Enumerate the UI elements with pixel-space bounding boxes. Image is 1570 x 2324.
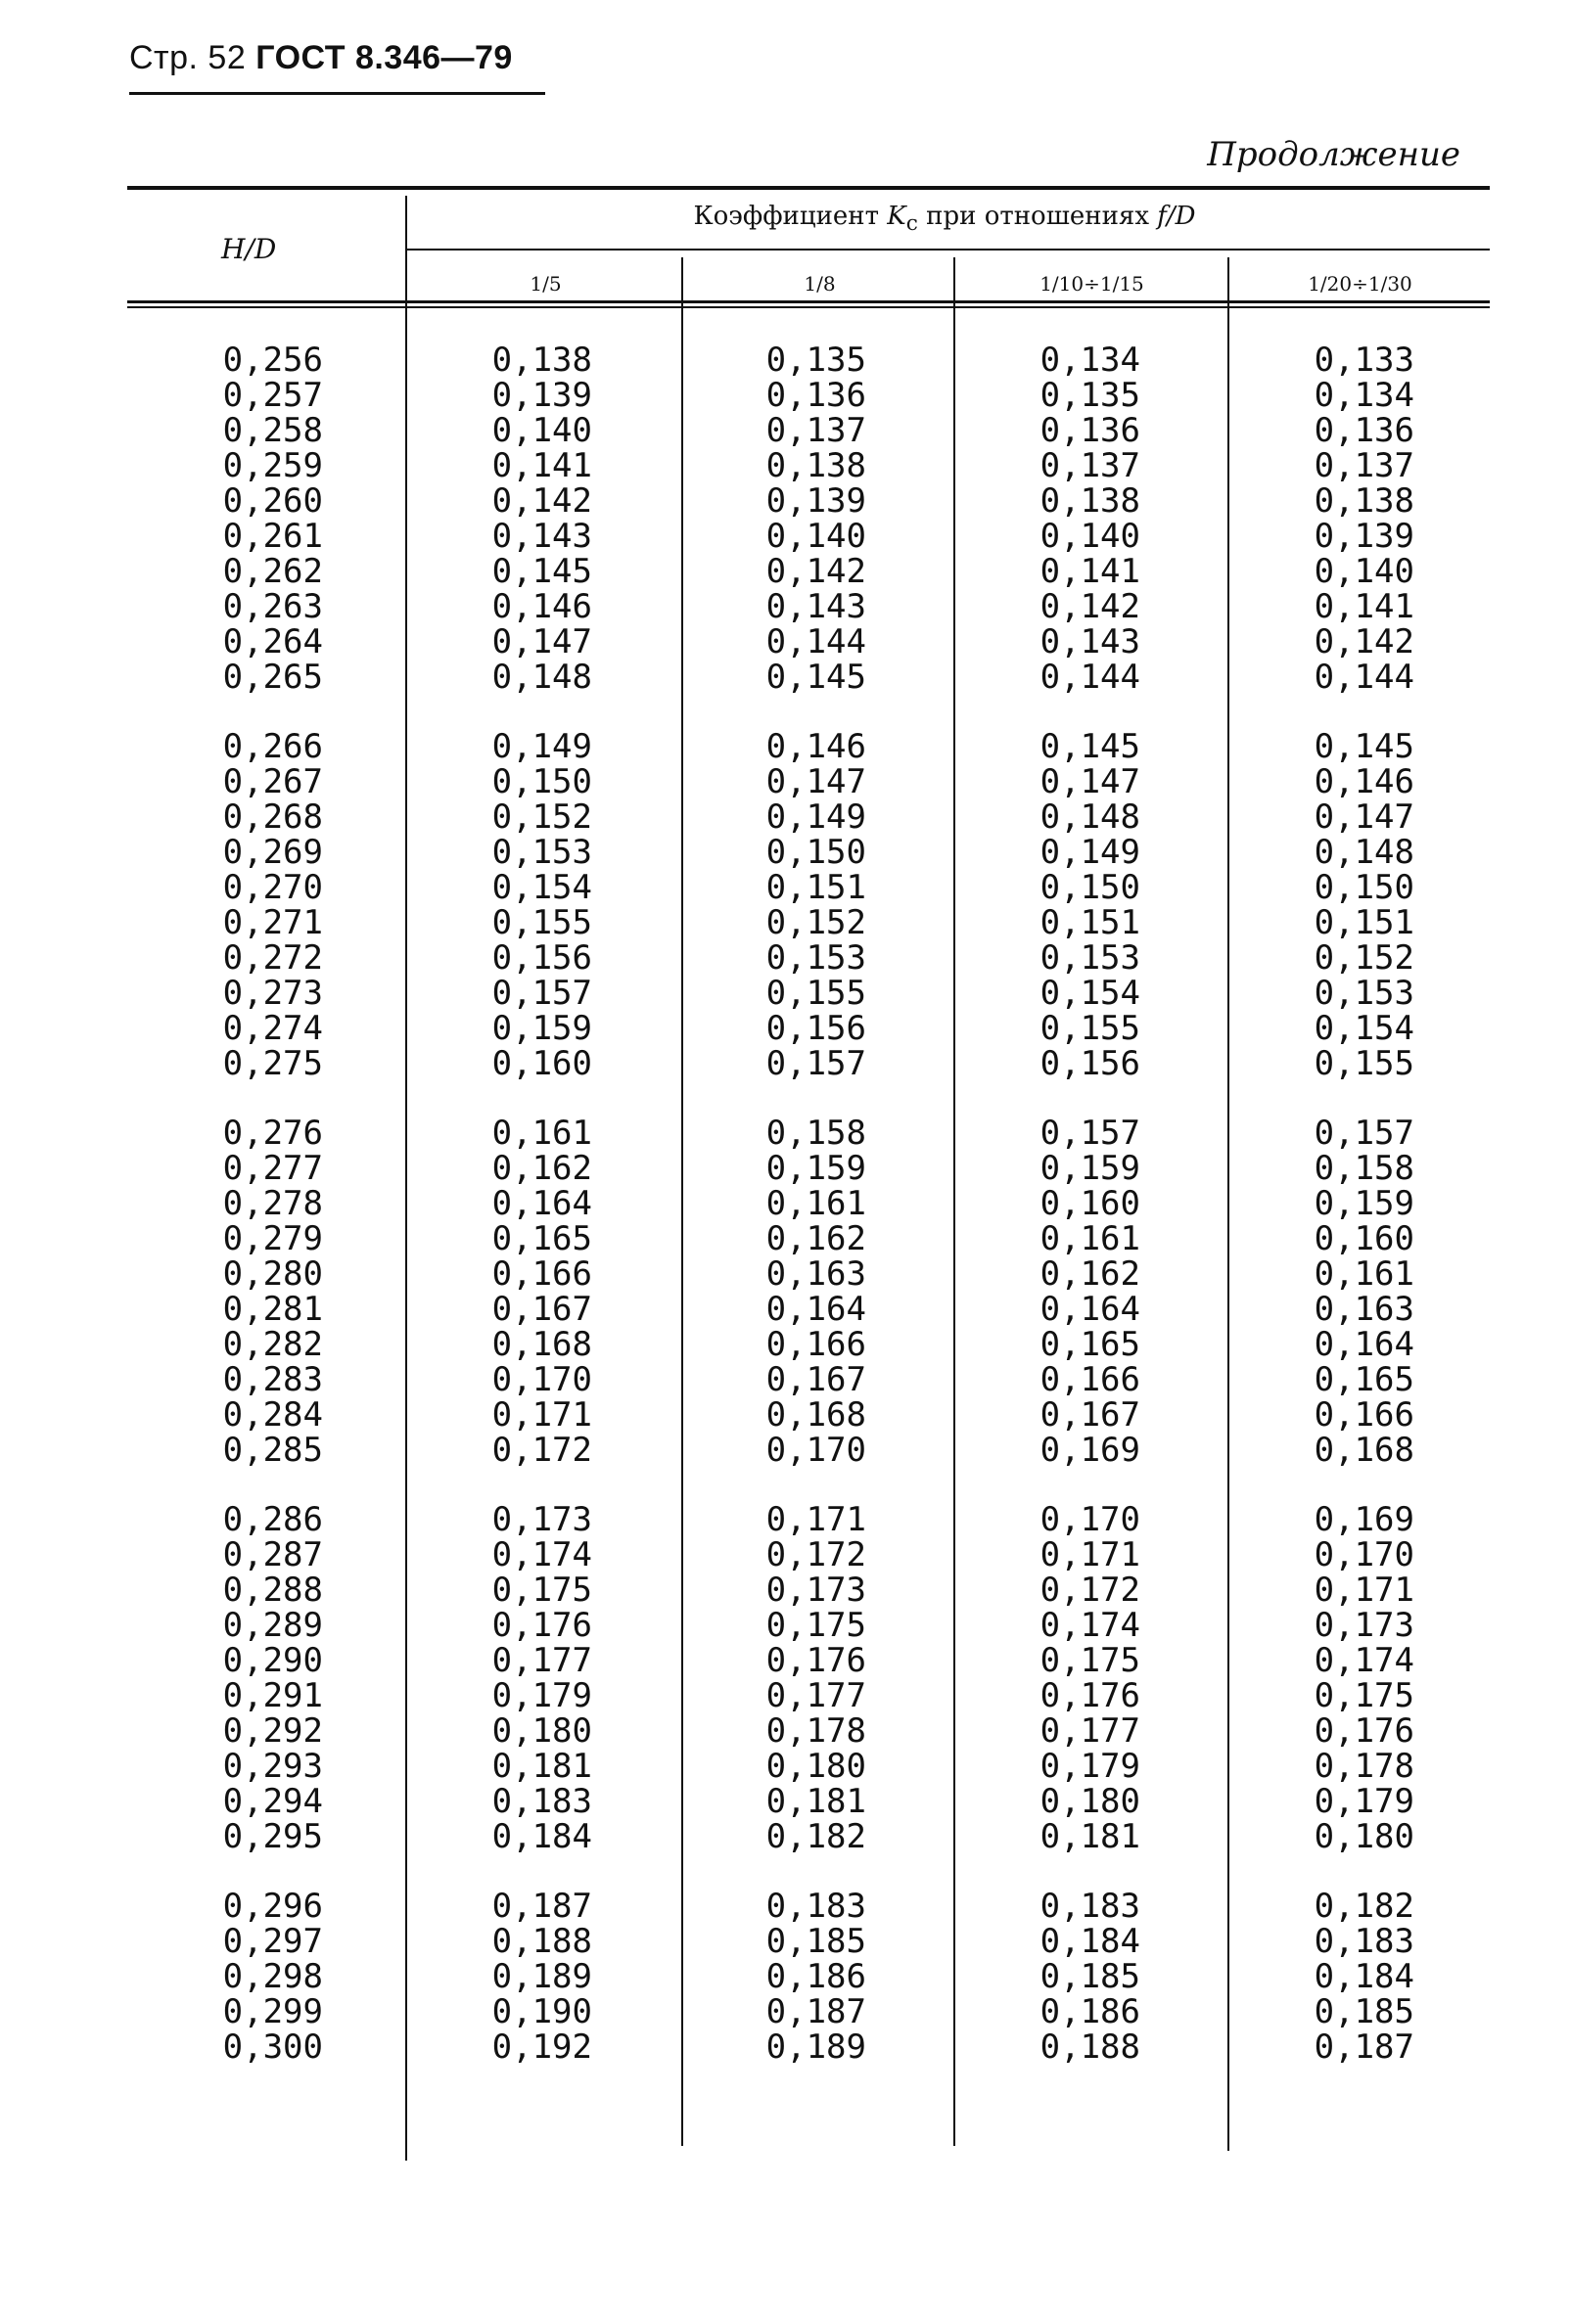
coef-value: 0,142 (765, 552, 866, 591)
coef-subscript: с (905, 211, 918, 237)
coef-value: 0,138 (1314, 481, 1414, 521)
hd-value: 0,267 (222, 762, 323, 801)
row-group (744, 342, 866, 695)
hd-value: 0,269 (222, 833, 323, 872)
coef-value: 0,164 (491, 1184, 592, 1223)
column-divider-1 (405, 196, 407, 2161)
coef-value: 0,149 (491, 727, 592, 766)
hd-value: 0,273 (222, 974, 323, 1013)
coef-value: 0,159 (1314, 1184, 1414, 1223)
coef-value: 0,139 (1314, 517, 1414, 556)
coef-value: 0,186 (1039, 1992, 1140, 2031)
subheader-rule (406, 249, 1490, 251)
hd-value: 0,290 (222, 1641, 323, 1680)
hd-value: 0,294 (222, 1782, 323, 1821)
row-group (744, 729, 866, 1081)
header-bottom-rule-2 (127, 306, 1490, 308)
coef-symbol: K (887, 202, 906, 231)
coef-value: 0,165 (1314, 1360, 1414, 1399)
coef-value: 0,145 (765, 658, 866, 697)
coef-value: 0,134 (1314, 376, 1414, 415)
subheader-2: 1/8 (804, 272, 836, 296)
hd-value: 0,263 (222, 587, 323, 626)
coef-value: 0,172 (491, 1431, 592, 1470)
coef-value: 0,150 (1039, 868, 1140, 907)
coef-value: 0,165 (491, 1219, 592, 1258)
coef-value: 0,173 (491, 1500, 592, 1539)
coef-value: 0,165 (1039, 1325, 1140, 1364)
coef-value: 0,173 (765, 1571, 866, 1610)
coef-value: 0,176 (1314, 1711, 1414, 1751)
coef-value: 0,188 (491, 1922, 592, 1961)
coef-value: 0,184 (1039, 1922, 1140, 1961)
coef-value: 0,135 (1039, 376, 1140, 415)
coef-value: 0,144 (1314, 658, 1414, 697)
coef-value: 0,167 (765, 1360, 866, 1399)
coef-value: 0,171 (1039, 1535, 1140, 1574)
coef-value: 0,147 (1039, 762, 1140, 801)
coef-value: 0,152 (491, 797, 592, 837)
coef-value: 0,180 (1039, 1782, 1140, 1821)
coef-value: 0,183 (765, 1887, 866, 1926)
subheader-4: 1/20÷1/30 (1308, 272, 1412, 296)
coef-value: 0,180 (491, 1711, 592, 1751)
coef-value: 0,138 (491, 341, 592, 380)
coef-value: 0,161 (1314, 1254, 1414, 1294)
coef-value: 0,158 (1314, 1149, 1414, 1188)
coef-value: 0,162 (491, 1149, 592, 1188)
coef-value: 0,179 (1314, 1782, 1414, 1821)
coef-value: 0,150 (1314, 868, 1414, 907)
hd-value: 0,264 (222, 622, 323, 661)
row-group (1018, 1502, 1140, 1854)
coef-value: 0,157 (1314, 1114, 1414, 1153)
coef-value: 0,162 (765, 1219, 866, 1258)
row-group (470, 1116, 592, 1468)
coef-value: 0,159 (491, 1009, 592, 1048)
hd-value: 0,291 (222, 1676, 323, 1715)
coef-value: 0,150 (491, 762, 592, 801)
coef-value: 0,143 (1039, 622, 1140, 661)
coef-suffix: при отношениях (917, 202, 1158, 231)
hd-value: 0,286 (222, 1500, 323, 1539)
hd-value: 0,289 (222, 1606, 323, 1645)
coef-value: 0,166 (491, 1254, 592, 1294)
coef-value: 0,143 (765, 587, 866, 626)
coef-value: 0,163 (765, 1254, 866, 1294)
hd-value: 0,275 (222, 1044, 323, 1083)
row-group (744, 1502, 866, 1854)
coef-value: 0,171 (1314, 1571, 1414, 1610)
coef-value: 0,141 (491, 446, 592, 485)
coef-value: 0,155 (1314, 1044, 1414, 1083)
coef-value: 0,140 (491, 411, 592, 450)
page-header (129, 39, 513, 77)
continuation-label: Продолжение (1207, 135, 1460, 174)
row-group (744, 1116, 866, 1468)
coef-value: 0,155 (765, 974, 866, 1013)
hd-value: 0,295 (222, 1817, 323, 1856)
coef-value: 0,172 (1039, 1571, 1140, 1610)
coef-value: 0,159 (765, 1149, 866, 1188)
coef-value: 0,154 (1039, 974, 1140, 1013)
hd-value: 0,298 (222, 1957, 323, 1996)
hd-value: 0,277 (222, 1149, 323, 1188)
coef-1-20-30-column (1292, 342, 1414, 2065)
coef-value: 0,158 (765, 1114, 866, 1153)
hd-value: 0,256 (222, 341, 323, 380)
table-top-rule (127, 186, 1490, 190)
coef-value: 0,136 (765, 376, 866, 415)
coef-value: 0,138 (765, 446, 866, 485)
coef-value: 0,152 (1314, 938, 1414, 978)
coef-value: 0,144 (765, 622, 866, 661)
header-bottom-rule (127, 300, 1490, 303)
row-group (1018, 1889, 1140, 2065)
coef-value: 0,179 (1039, 1747, 1140, 1786)
row-group (470, 729, 592, 1081)
hd-value: 0,288 (222, 1571, 323, 1610)
subheader-3: 1/10÷1/15 (1039, 272, 1144, 296)
coef-value: 0,140 (1039, 517, 1140, 556)
coef-value: 0,171 (491, 1395, 592, 1435)
coef-value: 0,174 (1314, 1641, 1414, 1680)
hd-value: 0,282 (222, 1325, 323, 1364)
coef-value: 0,167 (1039, 1395, 1140, 1435)
row-group (1292, 1889, 1414, 2065)
hd-value: 0,299 (222, 1992, 323, 2031)
coef-value: 0,185 (765, 1922, 866, 1961)
hd-value: 0,283 (222, 1360, 323, 1399)
coef-value: 0,183 (1039, 1887, 1140, 1926)
coef-value: 0,160 (1314, 1219, 1414, 1258)
coef-value: 0,156 (765, 1009, 866, 1048)
coef-value: 0,190 (491, 1992, 592, 2031)
coef-value: 0,177 (765, 1676, 866, 1715)
coef-value: 0,184 (491, 1817, 592, 1856)
column-divider-4 (1227, 257, 1229, 2151)
header-rule (129, 92, 545, 95)
coef-value: 0,166 (1039, 1360, 1140, 1399)
coef-value: 0,151 (1314, 903, 1414, 942)
coef-value: 0,147 (765, 762, 866, 801)
hd-value: 0,265 (222, 658, 323, 697)
row-group (744, 1889, 866, 2065)
coef-value: 0,161 (765, 1184, 866, 1223)
coef-value: 0,187 (1314, 2028, 1414, 2067)
coef-value: 0,157 (765, 1044, 866, 1083)
coef-value: 0,155 (491, 903, 592, 942)
coef-value: 0,137 (1039, 446, 1140, 485)
coef-value: 0,147 (491, 622, 592, 661)
row-group (1292, 342, 1414, 695)
coef-ratio: f/D (1157, 202, 1196, 231)
coef-value: 0,138 (1039, 481, 1140, 521)
coef-value: 0,176 (1039, 1676, 1140, 1715)
coef-prefix: Коэффициент (693, 202, 888, 231)
row-group (1018, 729, 1140, 1081)
coef-value: 0,174 (1039, 1606, 1140, 1645)
coef-value: 0,164 (1314, 1325, 1414, 1364)
hd-values-column (196, 342, 323, 2065)
coef-value: 0,137 (1314, 446, 1414, 485)
hd-value: 0,262 (222, 552, 323, 591)
coef-value: 0,170 (765, 1431, 866, 1470)
coef-value: 0,144 (1039, 658, 1140, 697)
coef-value: 0,145 (1314, 727, 1414, 766)
coef-value: 0,152 (765, 903, 866, 942)
coef-value: 0,142 (1314, 622, 1414, 661)
coef-value: 0,153 (1314, 974, 1414, 1013)
hd-value: 0,268 (222, 797, 323, 837)
coef-value: 0,163 (1314, 1290, 1414, 1329)
coef-value: 0,157 (1039, 1114, 1140, 1153)
hd-value: 0,300 (222, 2028, 323, 2067)
coef-value: 0,151 (765, 868, 866, 907)
coef-value: 0,170 (1314, 1535, 1414, 1574)
coef-value: 0,169 (1039, 1431, 1140, 1470)
coef-value: 0,160 (1039, 1184, 1140, 1223)
hd-value: 0,271 (222, 903, 323, 942)
coef-value: 0,189 (491, 1957, 592, 1996)
coef-value: 0,180 (765, 1747, 866, 1786)
column-divider-3 (953, 257, 955, 2146)
coef-value: 0,171 (765, 1500, 866, 1539)
coef-value: 0,177 (491, 1641, 592, 1680)
coef-value: 0,164 (1039, 1290, 1140, 1329)
coef-value: 0,177 (1039, 1711, 1140, 1751)
row-group (1292, 729, 1414, 1081)
coef-value: 0,161 (1039, 1219, 1140, 1258)
coef-value: 0,133 (1314, 341, 1414, 380)
hd-value: 0,287 (222, 1535, 323, 1574)
coef-value: 0,185 (1314, 1992, 1414, 2031)
coef-value: 0,175 (491, 1571, 592, 1610)
coef-value: 0,146 (491, 587, 592, 626)
coef-value: 0,148 (491, 658, 592, 697)
coef-value: 0,183 (491, 1782, 592, 1821)
hd-value: 0,293 (222, 1747, 323, 1786)
coef-value: 0,180 (1314, 1817, 1414, 1856)
coef-value: 0,141 (1039, 552, 1140, 591)
coef-value: 0,176 (765, 1641, 866, 1680)
coef-value: 0,146 (765, 727, 866, 766)
coef-value: 0,157 (491, 974, 592, 1013)
row-group (470, 1502, 592, 1854)
coef-value: 0,159 (1039, 1149, 1140, 1188)
coef-value: 0,143 (491, 517, 592, 556)
row-group (1018, 1116, 1140, 1468)
hd-value: 0,259 (222, 446, 323, 485)
row-group (196, 729, 323, 1081)
subheader-1: 1/5 (530, 272, 562, 296)
coef-value: 0,186 (765, 1957, 866, 1996)
row-group (1292, 1502, 1414, 1854)
coef-value: 0,185 (1039, 1957, 1140, 1996)
coef-1-5-column (470, 342, 592, 2065)
coef-value: 0,168 (765, 1395, 866, 1435)
coef-value: 0,151 (1039, 903, 1140, 942)
standard-code: ГОСТ 8.346—79 (255, 39, 513, 76)
hd-value: 0,292 (222, 1711, 323, 1751)
coef-value: 0,168 (491, 1325, 592, 1364)
coef-value: 0,175 (1314, 1676, 1414, 1715)
coef-value: 0,140 (765, 517, 866, 556)
coef-value: 0,174 (491, 1535, 592, 1574)
coef-value: 0,189 (765, 2028, 866, 2067)
coef-value: 0,181 (491, 1747, 592, 1786)
coef-value: 0,170 (1039, 1500, 1140, 1539)
coef-value: 0,134 (1039, 341, 1140, 380)
coef-value: 0,147 (1314, 797, 1414, 837)
coefficient-group-header (406, 202, 1483, 236)
coef-value: 0,160 (491, 1044, 592, 1083)
hd-value: 0,279 (222, 1219, 323, 1258)
coef-value: 0,182 (1314, 1887, 1414, 1926)
hd-value: 0,278 (222, 1184, 323, 1223)
coef-value: 0,188 (1039, 2028, 1140, 2067)
coef-value: 0,182 (765, 1817, 866, 1856)
coef-1-10-15-column (1018, 342, 1140, 2065)
coef-value: 0,181 (765, 1782, 866, 1821)
coef-value: 0,153 (491, 833, 592, 872)
coef-value: 0,176 (491, 1606, 592, 1645)
coef-value: 0,139 (491, 376, 592, 415)
hd-value: 0,260 (222, 481, 323, 521)
row-group (1292, 1116, 1414, 1468)
coef-1-8-column (744, 342, 866, 2065)
row-group (1018, 342, 1140, 695)
coef-value: 0,156 (1039, 1044, 1140, 1083)
coef-value: 0,136 (1314, 411, 1414, 450)
row-group (470, 342, 592, 695)
coef-value: 0,166 (765, 1325, 866, 1364)
coef-value: 0,148 (1039, 797, 1140, 837)
coef-value: 0,153 (765, 938, 866, 978)
coef-value: 0,150 (765, 833, 866, 872)
coef-value: 0,146 (1314, 762, 1414, 801)
hd-value: 0,280 (222, 1254, 323, 1294)
hd-value: 0,261 (222, 517, 323, 556)
row-group (196, 342, 323, 695)
coef-value: 0,142 (1039, 587, 1140, 626)
coef-value: 0,187 (491, 1887, 592, 1926)
coef-value: 0,148 (1314, 833, 1414, 872)
coef-value: 0,135 (765, 341, 866, 380)
coef-value: 0,156 (491, 938, 592, 978)
row-group (196, 1502, 323, 1854)
coef-value: 0,192 (491, 2028, 592, 2067)
coef-value: 0,166 (1314, 1395, 1414, 1435)
coef-value: 0,145 (1039, 727, 1140, 766)
coef-value: 0,164 (765, 1290, 866, 1329)
hd-value: 0,284 (222, 1395, 323, 1435)
coef-value: 0,149 (1039, 833, 1140, 872)
coef-value: 0,139 (765, 481, 866, 521)
coef-value: 0,161 (491, 1114, 592, 1153)
coef-value: 0,183 (1314, 1922, 1414, 1961)
coef-value: 0,178 (765, 1711, 866, 1751)
hd-value: 0,285 (222, 1431, 323, 1470)
coef-value: 0,169 (1314, 1500, 1414, 1539)
coef-value: 0,154 (491, 868, 592, 907)
hd-value: 0,274 (222, 1009, 323, 1048)
coef-value: 0,155 (1039, 1009, 1140, 1048)
hd-value: 0,266 (222, 727, 323, 766)
coef-value: 0,181 (1039, 1817, 1140, 1856)
coef-value: 0,137 (765, 411, 866, 450)
hd-value: 0,272 (222, 938, 323, 978)
coef-value: 0,142 (491, 481, 592, 521)
coef-value: 0,175 (1039, 1641, 1140, 1680)
hd-value: 0,276 (222, 1114, 323, 1153)
hd-value: 0,296 (222, 1887, 323, 1926)
hd-value: 0,281 (222, 1290, 323, 1329)
coef-value: 0,179 (491, 1676, 592, 1715)
hd-column-header: H/D (221, 233, 277, 265)
coef-value: 0,175 (765, 1606, 866, 1645)
coef-value: 0,154 (1314, 1009, 1414, 1048)
coef-value: 0,153 (1039, 938, 1140, 978)
hd-value: 0,258 (222, 411, 323, 450)
coef-value: 0,184 (1314, 1957, 1414, 1996)
coef-value: 0,140 (1314, 552, 1414, 591)
row-group (470, 1889, 592, 2065)
coef-value: 0,145 (491, 552, 592, 591)
coef-value: 0,170 (491, 1360, 592, 1399)
coef-value: 0,168 (1314, 1431, 1414, 1470)
coef-value: 0,162 (1039, 1254, 1140, 1294)
coef-value: 0,141 (1314, 587, 1414, 626)
page-number: Стр. 52 (129, 39, 247, 76)
hd-value: 0,270 (222, 868, 323, 907)
row-group (196, 1116, 323, 1468)
coef-value: 0,172 (765, 1535, 866, 1574)
coef-value: 0,173 (1314, 1606, 1414, 1645)
coef-value: 0,178 (1314, 1747, 1414, 1786)
coef-value: 0,136 (1039, 411, 1140, 450)
hd-value: 0,257 (222, 376, 323, 415)
column-divider-2 (681, 257, 683, 2146)
coef-value: 0,187 (765, 1992, 866, 2031)
hd-value: 0,297 (222, 1922, 323, 1961)
coef-value: 0,167 (491, 1290, 592, 1329)
coef-value: 0,149 (765, 797, 866, 837)
row-group (196, 1889, 323, 2065)
